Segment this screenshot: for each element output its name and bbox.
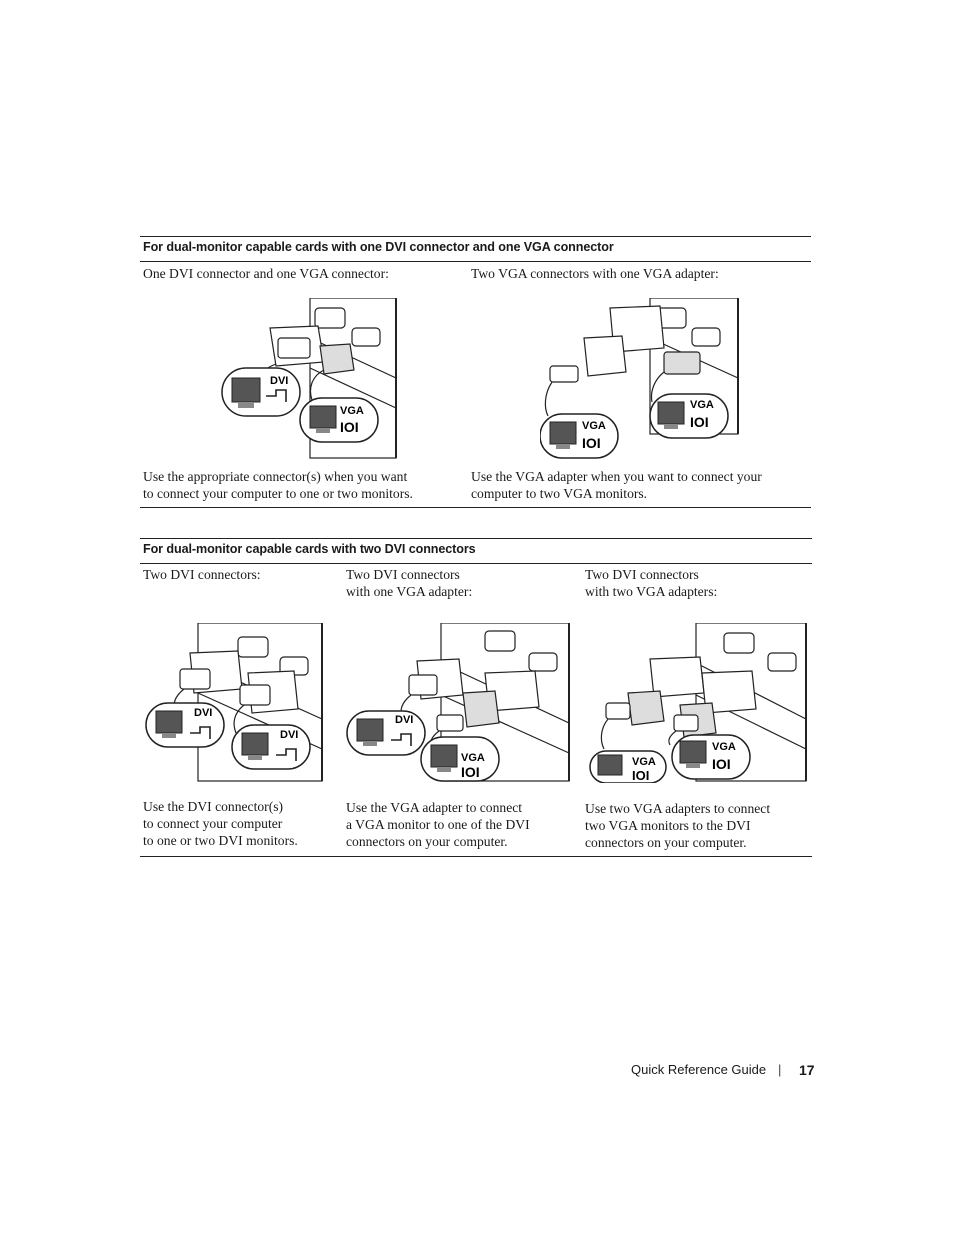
section2-col3-description: Use two VGA adapters to connect two VGA monitors to the DVI connectors on your computer. — [585, 801, 771, 850]
vga-monitor-badge-right — [672, 735, 750, 779]
section1-heading: For dual-monitor capable cards with one DVI connector and one VGA connector — [143, 240, 614, 254]
vga-badge-label: VGA — [712, 741, 736, 753]
figure-two-dvi-connectors — [144, 623, 326, 783]
vga-monitor-badge — [300, 398, 378, 442]
dvi-monitor-badge-left — [146, 703, 224, 747]
section2-col2-label: Two DVI connectors with one VGA adapter: — [346, 567, 473, 599]
vga-monitor-badge-left — [540, 414, 618, 458]
vga-monitor-badge — [421, 737, 499, 781]
dvi-badge-label: DVI — [194, 707, 213, 719]
dvi-badge-label: DVI — [270, 375, 289, 387]
dvi-monitor-badge — [222, 368, 300, 416]
figure-dvi-vga-connectors — [220, 298, 400, 460]
footer-separator: | — [778, 1062, 782, 1077]
section2-col2-description: Use the VGA adapter to connect a VGA monitor to one of the DVI connectors on your computer. — [346, 800, 530, 849]
vga-monitor-badge-right — [650, 394, 728, 438]
svg-text:IOI: IOI — [461, 764, 480, 780]
vga-badge-label: VGA — [461, 752, 485, 764]
section2-col3-label: Two DVI connectors with two VGA adapters: — [585, 567, 718, 599]
dvi-monitor-badge — [347, 711, 425, 755]
footer-title: Quick Reference Guide — [631, 1062, 767, 1077]
section2-col1-description: Use the DVI connector(s) to connect your computer to one or two DVI monitors. — [143, 799, 298, 848]
svg-text:IOI: IOI — [340, 419, 359, 435]
section1-header-rule — [140, 261, 811, 262]
svg-text:IOI: IOI — [582, 435, 601, 451]
svg-text:IOI: IOI — [632, 768, 650, 783]
dvi-badge-label: DVI — [395, 714, 414, 726]
section1-col1-description: Use the appropriate connector(s) when you want to connect your computer to one or two monitors. — [143, 469, 413, 501]
figure-two-dvi-one-vga-adapter — [345, 623, 573, 783]
section1-col1-label: One DVI connector and one VGA connector: — [143, 266, 389, 281]
dvi-monitor-badge-right — [232, 725, 310, 769]
section2-col1-label: Two DVI connectors: — [143, 567, 261, 582]
figure-two-dvi-two-vga-adapters — [588, 623, 808, 783]
section2-header-rule — [140, 563, 812, 564]
section1-bottom-rule — [140, 507, 811, 508]
vga-badge-label: VGA — [340, 405, 364, 417]
vga-badge-label: VGA — [632, 756, 656, 768]
section1-col2-description: Use the VGA adapter when you want to connect your computer to two VGA monitors. — [471, 469, 762, 501]
page-number: 17 — [799, 1062, 815, 1078]
section2-heading: For dual-monitor capable cards with two DVI connectors — [143, 542, 476, 556]
vga-badge-label: VGA — [690, 399, 714, 411]
vga-badge-label: VGA — [582, 420, 606, 432]
svg-text:IOI: IOI — [690, 414, 709, 430]
section2-top-rule — [140, 538, 812, 539]
vga-monitor-badge-left — [590, 751, 666, 783]
section2-bottom-rule — [140, 856, 812, 857]
dvi-badge-label: DVI — [280, 729, 299, 741]
section1-col2-label: Two VGA connectors with one VGA adapter: — [471, 266, 719, 281]
svg-text:IOI: IOI — [712, 756, 731, 772]
section1-top-rule — [140, 236, 811, 237]
figure-two-vga-with-adapter — [540, 298, 740, 460]
